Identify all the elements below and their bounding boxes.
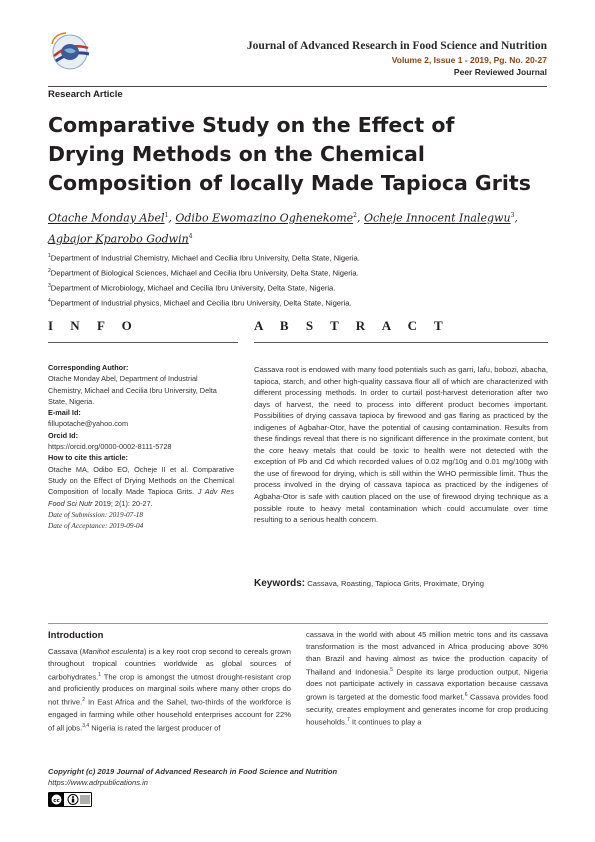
- author-name[interactable]: Ocheje Innocent Inalegwu: [364, 211, 511, 225]
- orcid-label: Orcid Id:: [48, 430, 78, 440]
- journal-header: [247, 40, 547, 77]
- abstract-section-header: [254, 318, 548, 343]
- intro-right-column: [306, 629, 548, 729]
- journal-name: Journal of Advanced Research in Food Science and Nutrition: [246, 40, 547, 52]
- affiliation-sup: 1: [48, 253, 51, 259]
- copyright-text: Copyright (c) 2019 Journal of Advanced Research in Food Science and Nutrition: [48, 767, 338, 776]
- affiliation-text: Department of Industrial physics, Michael and Cecilia Ibru University, Delta State, Nigeria.: [50, 298, 352, 308]
- author-sup: 1: [164, 212, 169, 219]
- author-sup: 4: [188, 232, 193, 240]
- author-sup: 3: [510, 212, 515, 219]
- affiliation-sup: 3: [48, 283, 51, 290]
- email-label: E-mail Id:: [48, 408, 81, 418]
- keywords-label: Keywords:: [254, 578, 306, 589]
- article-title: Comparative Study on the Effect of Drying Methods on the Chemical Composition of locally Made Tapioca Grits: [48, 113, 531, 195]
- author-sup: 2: [353, 212, 357, 219]
- author-name[interactable]: Otache Monday Abel: [48, 211, 165, 225]
- header-divider: [48, 86, 547, 87]
- intro-text: Cassava (: [48, 647, 83, 656]
- acceptance-date: Date of Acceptance: 2019-09-04: [48, 521, 144, 531]
- affiliations: [48, 250, 360, 311]
- orcid-link[interactable]: https://orcid.org/0000-0002-8111-5728: [48, 442, 172, 452]
- corresponding-author-text: Otache Monday Abel, Department of Industrial Chemistry, Michael and Cecilia Ibru University, Delta State, Nigeria.: [48, 374, 217, 406]
- author-name[interactable]: Odibo Ewomazino Oghenekome: [175, 211, 354, 225]
- info-divider: [48, 342, 238, 343]
- abstract-heading: A B S T R A C T: [254, 318, 450, 333]
- citation-text: [48, 464, 234, 509]
- intro-text: cassava in the world with about 45 million metric tons and its cassava transformation is the most advanced in Africa producing above 30% than Brazil and having almost as twice the production capacity of Thailand and Indonesia.: [306, 630, 548, 677]
- affiliation-text: Department of Industrial Chemistry, Michael and Cecilia Ibru University, Delta State, Nigeria.: [50, 253, 360, 263]
- intro-heading: Introduction: [48, 630, 104, 641]
- intro-text: Nigeria is rated the largest producer of: [89, 723, 221, 733]
- svg-text:cc: cc: [53, 797, 60, 804]
- info-heading: I N F O: [48, 318, 139, 333]
- author-name[interactable]: Agbajor Kparobo Godwin: [48, 232, 189, 246]
- author-sep: ,: [168, 211, 176, 225]
- cc-by-license-icon[interactable]: [48, 792, 92, 807]
- intro-text: It continues to play a: [349, 717, 422, 727]
- citation-body: Otache MA, Odibo EO, Ocheje II et al. Comparative Study on the Effect of Drying Methods on the Chemical Composition of locally Made Tapioca Grits.: [48, 464, 234, 497]
- affiliation-item: [48, 280, 360, 295]
- journal-logo: [44, 26, 96, 78]
- journal-volume: Volume 2, Issue 1 - 2019, Pg. No. 20-27: [391, 55, 547, 65]
- intro-left-column: [48, 629, 291, 734]
- reference-sup[interactable]: 2: [82, 697, 85, 704]
- intro-text: The crop is amongst the utmost drought-resistant crop and proficiently produces on marginal soils where many other crops do not thrive.: [48, 672, 291, 707]
- keywords-list: Cassava, Roasting, Tapioca Grits, Proximate, Drying: [307, 579, 484, 588]
- page-footer: [48, 766, 337, 788]
- intro-divider: [48, 623, 548, 624]
- reference-sup[interactable]: 3,4: [82, 722, 90, 729]
- author-sep: ,: [514, 211, 518, 225]
- intro-text: In East Africa and the Sahel, two-thirds of the workforce is engaged in farming while other household enterprises account for 22% of all jobs.: [48, 697, 291, 733]
- affiliation-item: [48, 295, 360, 310]
- reference-sup[interactable]: 1: [98, 671, 102, 678]
- abstract-divider: [254, 342, 548, 343]
- intro-text: ) is a key root crop second to cereals grown throughout tropical countries worldwide as global sources of carbohydrates.: [48, 647, 292, 682]
- citation-journal: J Adv Res Food Sci Nutr: [48, 487, 235, 508]
- reference-sup[interactable]: 5: [390, 666, 393, 673]
- affiliation-item: [48, 265, 360, 280]
- intro-text: Despite its large production output, Nigeria does not participate actively in cassava exportation because cassava grown is targeted at the domestic food market.: [306, 667, 548, 702]
- article-type: Research Article: [48, 89, 123, 100]
- corresponding-author-label: Corresponding Author:: [48, 363, 129, 372]
- intro-species: Manihot esculenta: [82, 647, 144, 656]
- intro-text: Cassava provides food security, creates employment and generates income for crop producing households.: [306, 692, 548, 727]
- keywords: [254, 578, 548, 589]
- affiliation-sup: 4: [48, 298, 51, 305]
- affiliation-item: [48, 250, 360, 265]
- author-sep: ,: [357, 211, 364, 225]
- reference-sup[interactable]: 7: [346, 717, 350, 724]
- reference-sup[interactable]: 6: [464, 692, 468, 699]
- publisher-link[interactable]: https://www.adrpublications.in: [48, 778, 149, 787]
- peer-review-label: Peer Reviewed Journal: [453, 67, 547, 77]
- affiliation-text: Department of Microbiology, Michael and Cecilia Ibru University, Delta State, Nigeria.: [50, 283, 336, 293]
- submission-date: Date of Submission: 2019-07-18: [48, 509, 144, 519]
- info-body: [48, 362, 234, 531]
- citation-label: How to cite this article:: [48, 453, 128, 463]
- email-link[interactable]: fillupotache@yahoo.com: [48, 419, 129, 429]
- affiliation-sup: 2: [48, 268, 51, 275]
- info-section-header: [48, 318, 238, 343]
- abstract-text: Cassava root is endowed with many food potentials such as garri, lafu, bobozi, abacha, tapioca, starch, and other high-quality cassava flour all of which are characterized with different processing methods. In order to curtail post-harvest deterioration after two days of harvest, the need to process into different product becomes important. Possibilities of drying cassava tapioca by firewood and gas flaring as practiced by the indigenes of Agbahar-Otor, have the potential of causing contamination. Results from these findings reveal that there is no significant difference in the proximate content, but the core heavy metals that could be toxic to health were not detected with the exception of Pb and Cd which recorded values of 0.02 mg/10g and 0.01 mg/100g with the use of firewood for drying, which is still within the WHO permissible limit. Thus the process involved in the drying of cassava tapioca as practiced by the indigenes of Agbaha-Otor is safe with caution placed on the use of firewood drying technique as a possible route to heavy metal contamination which could accumulate over time resulting to a serious health concern.: [254, 365, 548, 525]
- author-list: [48, 207, 548, 248]
- citation-tail: 2019; 2(1): 20-27.: [94, 498, 153, 508]
- affiliation-text: Department of Biological Sciences, Michael and Cecilia Ibru University, Delta State, Nigeria.: [50, 268, 359, 278]
